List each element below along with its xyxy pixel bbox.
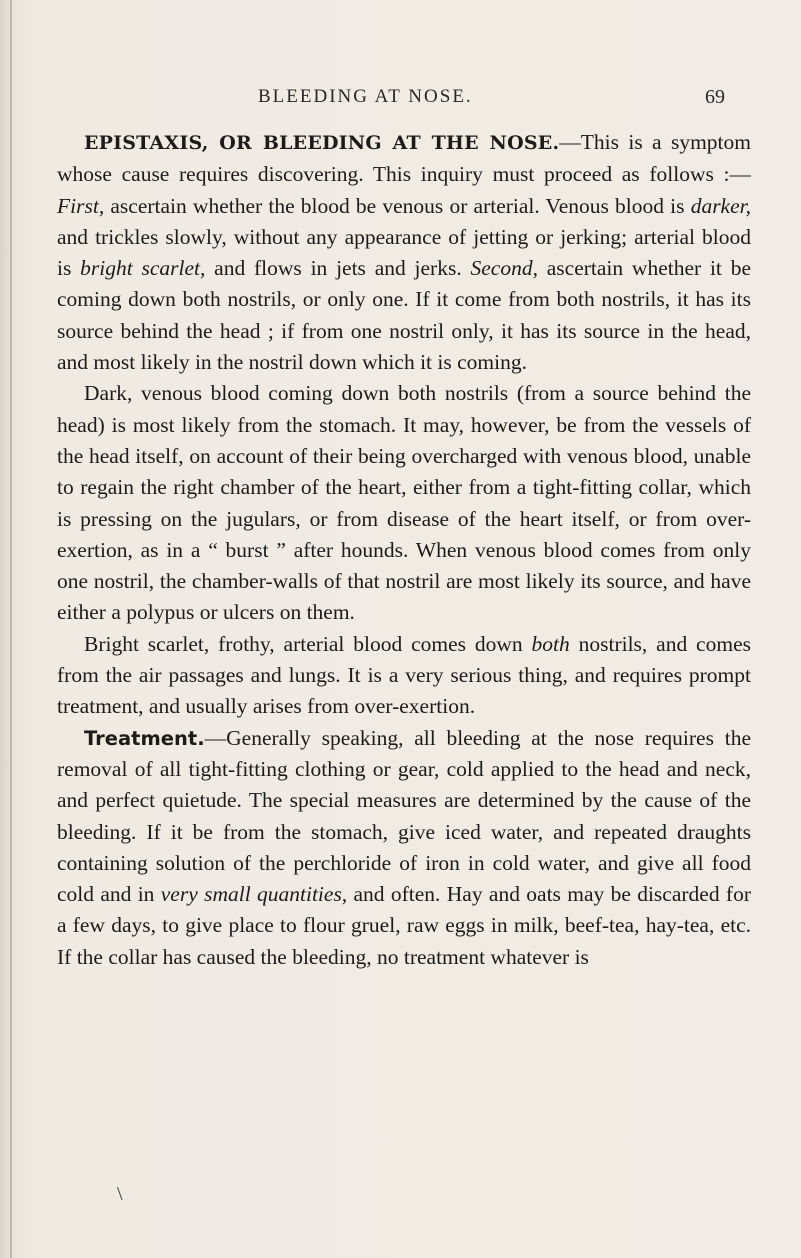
p3-both: both — [531, 631, 570, 656]
p1-text-c: and trickles slowly, without any appearance of jetting or jerking; arterial blood is — [57, 224, 751, 281]
p1-text-d: and flows in jets and jerks. — [205, 256, 471, 281]
article-body — [57, 127, 751, 973]
treatment-heading: Treatment. — [84, 726, 205, 750]
p1-text-b: ascertain whether the blood be venous or arterial. Venous blood is — [104, 193, 691, 218]
paragraph-4 — [57, 723, 751, 973]
paragraph-1 — [57, 127, 751, 378]
p1-second: Second, — [470, 256, 538, 281]
p1-text-e: ascertain whether it be coming down both nostrils, or only one. If it come from both nostrils, it has its source behind the head ; if from one nostril only, it has its source in the head, and most likely in the nostril down which it is coming. — [57, 256, 751, 375]
p4-text-a: —Generally speaking, all bleeding at the nose requires the removal of all tight-fitting clothing or gear, cold applied to the head and neck, and perfect quietude. The special measures are determined by the cause of the bleeding. If it be from the stomach, give iced water, and repeated draughts containing solution of the perchloride of iron in cold water, and give all food cold and in — [57, 725, 751, 907]
running-title: BLEEDING AT NOSE. — [258, 86, 473, 107]
page-number: 69 — [705, 86, 725, 108]
paragraph-3 — [57, 629, 751, 723]
paragraph-2: Dark, venous blood coming down both nostrils (from a source behind the head) is most likely from the stomach. It may, however, be from the vessels of the head itself, on account of their being overcharged with venous blood, unable to regain the right chamber of the heart, either from a tight-fitting collar, which is pressing on the jugulars, or from disease of the heart itself, or from over-exertion, as in a “ burst ” after hounds. When venous blood comes from only one nostril, the chamber-walls of that nostril are most likely its source, and have either a polypus or ulcers on them. — [57, 381, 751, 625]
p1-text-a: —This is a symptom whose cause requires discovering. This inquiry must proceed as follows :— — [57, 130, 751, 187]
p1-bright-scarlet: bright scarlet, — [80, 256, 206, 281]
page-gutter — [10, 0, 12, 1258]
p4-text-b: and often. Hay and oats may be discarded for a few days, to give place to flour gruel, raw eggs in milk, beef-tea, hay-tea, etc. If the collar has caused the bleeding, no treatment whatever is — [57, 882, 751, 969]
p1-first: First, — [57, 193, 105, 218]
p4-very-small-quantities: very small quantities, — [160, 882, 348, 907]
p3-text-b: nostrils, and comes from the air passages and lungs. It is a very serious thing, and requires prompt treatment, and usually arises from over-exertion. — [57, 631, 751, 719]
section-heading: EPISTAXIS, OR BLEEDING AT THE NOSE. — [84, 132, 560, 154]
p1-darker: darker, — [690, 193, 751, 218]
p3-text-a: Bright scarlet, frothy, arterial blood comes down — [84, 631, 532, 656]
running-header — [0, 86, 801, 116]
footer-mark: \ — [117, 1183, 123, 1205]
